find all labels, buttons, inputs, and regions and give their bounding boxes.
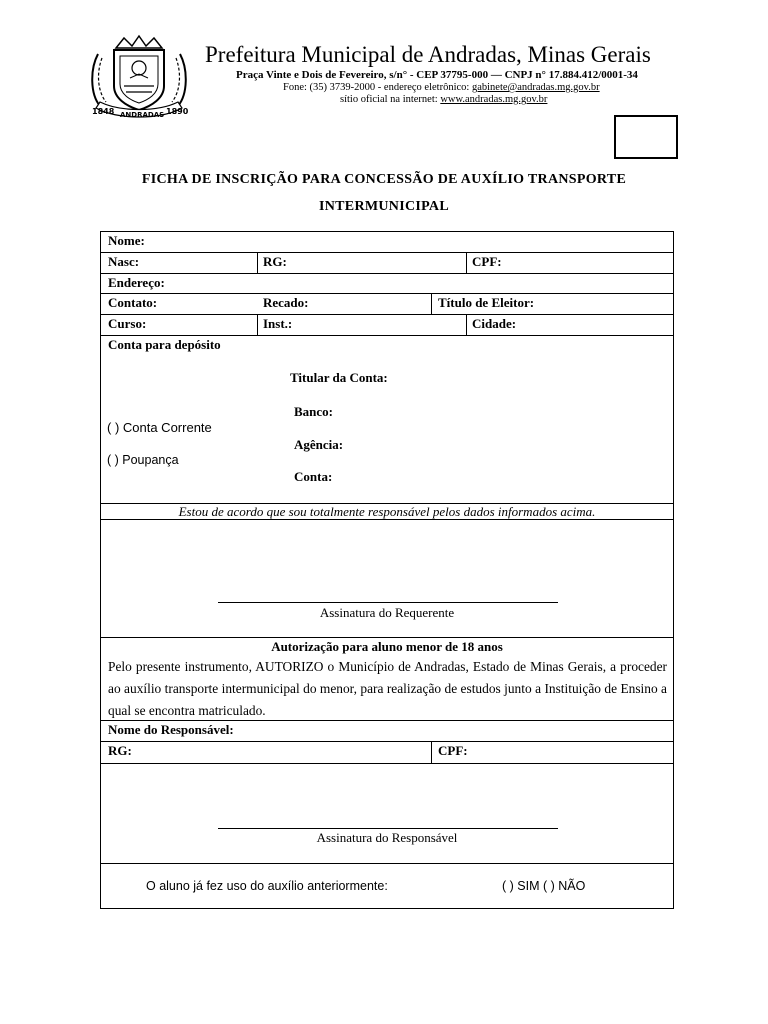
municipal-crest-logo xyxy=(86,34,192,122)
cidade-label[interactable]: Cidade: xyxy=(472,316,517,331)
recado-label[interactable]: Recado: xyxy=(263,295,309,310)
row-divider xyxy=(101,863,673,864)
org-site xyxy=(340,94,547,105)
nasc-label[interactable]: Nasc: xyxy=(108,254,140,269)
inst-label[interactable]: Inst.: xyxy=(263,316,293,331)
signature-line-responsavel[interactable] xyxy=(218,828,558,829)
autorizacao-text: Pelo presente instrumento, AUTORIZO o Município de Andradas, Estado de Minas Gerais, a proceder ao auxílio transporte intermunicipal do menor, para realização de estudos junto a Instituição de Ensino a qual se encontra matriculado. xyxy=(108,659,667,718)
sim-nao-options[interactable]: ( ) SIM ( ) NÃO xyxy=(502,879,586,893)
col-divider xyxy=(257,314,258,335)
rg-responsavel-label[interactable]: RG: xyxy=(108,743,132,758)
email-link[interactable]: gabinete@andradas.mg.gov.br xyxy=(471,82,600,93)
site-prefix: sítio oficial na internet: xyxy=(340,94,441,105)
col-divider xyxy=(431,741,432,763)
uso-anterior-text: O aluno já fez uso do auxílio anteriormente: xyxy=(146,879,388,893)
col-divider xyxy=(466,314,467,335)
endereco-label[interactable]: Endereço: xyxy=(108,275,165,290)
photo-box xyxy=(614,115,678,159)
poupanca-option[interactable]: ( ) Poupança xyxy=(107,453,179,467)
phone-text: Fone: (35) 3739-2000 - endereço eletrônico: xyxy=(283,82,472,93)
crest-year-right: 1890 xyxy=(166,107,189,116)
banco-label[interactable]: Banco: xyxy=(294,404,333,419)
assinatura-responsavel-label: Assinatura do Responsável xyxy=(316,830,458,845)
row-divider xyxy=(101,763,673,764)
row-divider xyxy=(101,335,673,336)
form-title-line1: FICHA DE INSCRIÇÃO PARA CONCESSÃO DE AUXÍLIO TRANSPORTE xyxy=(141,172,627,187)
contato-label[interactable]: Contato: xyxy=(108,295,158,310)
titular-label[interactable]: Titular da Conta: xyxy=(290,370,388,385)
nome-label[interactable]: Nome: xyxy=(108,233,145,248)
col-divider xyxy=(257,252,258,273)
row-divider xyxy=(101,637,673,638)
declaracao-text: Estou de acordo que sou totalmente responsável pelos dados informados acima. xyxy=(178,504,596,519)
cpf-label[interactable]: CPF: xyxy=(472,254,502,269)
cpf-responsavel-label[interactable]: CPF: xyxy=(438,743,468,758)
col-divider xyxy=(466,252,467,273)
rg-label[interactable]: RG: xyxy=(263,254,287,269)
col-divider xyxy=(431,293,432,314)
crest-ribbon-text: ANDRADAS xyxy=(120,111,165,119)
org-address: Praça Vinte e Dois de Fevereiro, s/n° - CEP 37795-000 — CNPJ n° 17.884.412/0001-34 xyxy=(236,69,638,81)
site-link[interactable]: www.andradas.mg.gov.br xyxy=(440,94,548,105)
conta-corrente-option[interactable]: ( ) Conta Corrente xyxy=(107,420,212,435)
agencia-label[interactable]: Agência: xyxy=(294,437,344,452)
registration-form xyxy=(100,231,674,909)
curso-label[interactable]: Curso: xyxy=(108,316,147,331)
form-title-line2: INTERMUNICIPAL xyxy=(319,199,449,214)
signature-line-requerente[interactable] xyxy=(218,602,558,603)
assinatura-requerente-label: Assinatura do Requerente xyxy=(319,605,455,620)
conta-deposito-label: Conta para depósito xyxy=(108,337,221,352)
titulo-eleitor-label[interactable]: Título de Eleitor: xyxy=(438,295,535,310)
row-divider xyxy=(101,273,673,274)
autorizacao-title: Autorização para aluno menor de 18 anos xyxy=(271,639,503,654)
row-divider xyxy=(101,252,673,253)
row-divider xyxy=(101,293,673,294)
org-name: Prefeitura Municipal de Andradas, Minas Gerais xyxy=(205,42,651,67)
row-divider xyxy=(101,314,673,315)
crest-year-left: 1848 xyxy=(92,107,115,116)
row-divider xyxy=(101,741,673,742)
conta-label[interactable]: Conta: xyxy=(294,469,333,484)
org-contact xyxy=(283,82,600,93)
nome-responsavel-label[interactable]: Nome do Responsável: xyxy=(108,722,234,737)
